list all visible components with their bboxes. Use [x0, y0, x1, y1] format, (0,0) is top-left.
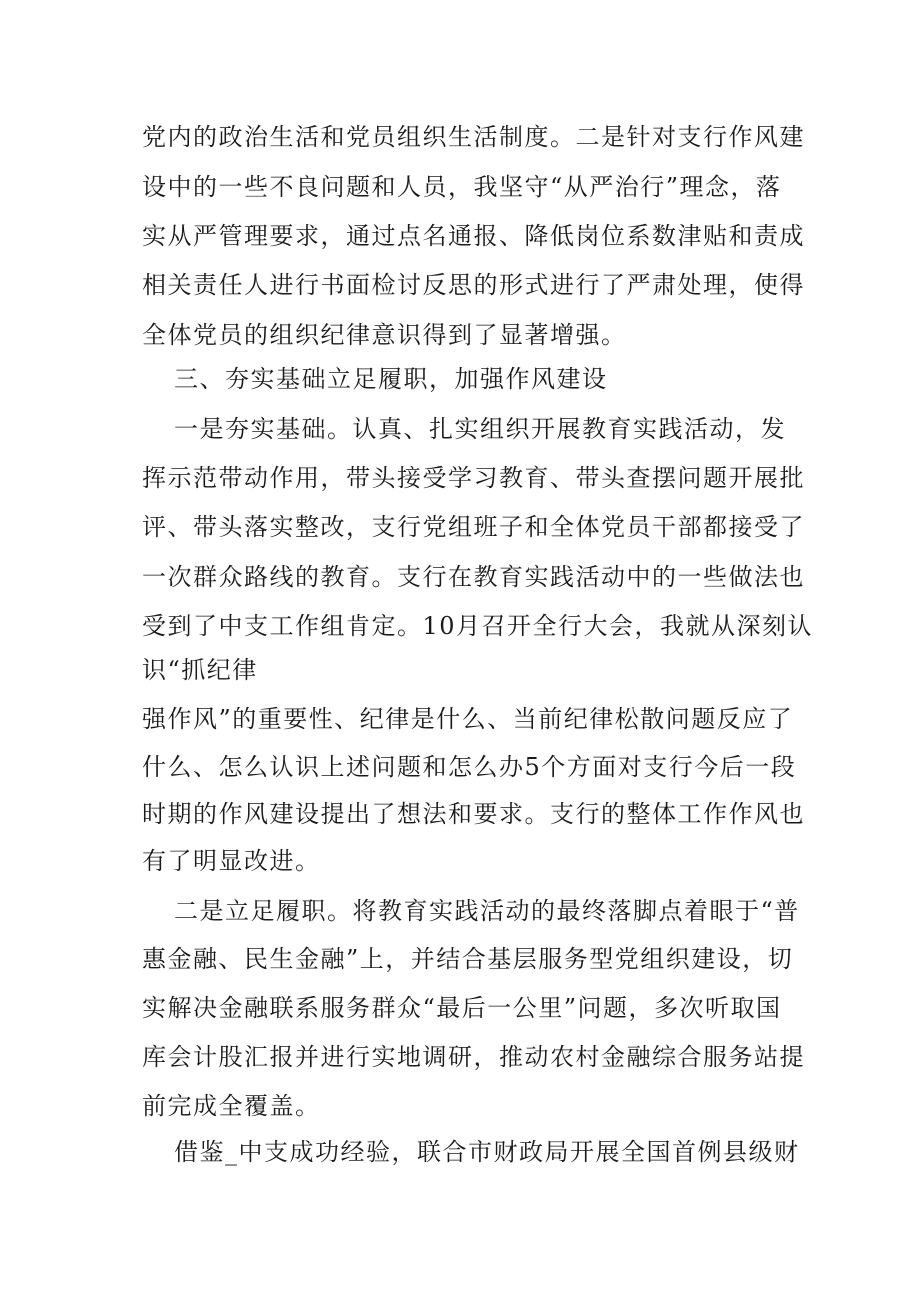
text-line-12: 识“抓纪律	[142, 656, 258, 684]
text-line-2: 设中的一些不良问题和人员，我坚守“从严治行”理念，落	[142, 173, 782, 201]
text-line-5: 全体党员的组织纪律意识得到了显著增强。	[142, 321, 627, 349]
section-heading: 三、夯实基础立足履职，加强作风建设	[174, 365, 608, 393]
text-line-9: 评、带头落实整改，支行党组班子和全体党员干部都接受了	[142, 513, 805, 541]
text-line-20: 库会计股汇报并进行实地调研，推动农村金融综合服务站提	[142, 1043, 805, 1071]
text-line-17: 二是立足履职。将教育实践活动的最终落脚点着眼于“普	[174, 897, 800, 925]
text-line-16: 有了明显改进。	[142, 847, 321, 875]
text-line-22: 借鉴_中支成功经验，联合市财政局开展全国首例县级财	[174, 1138, 800, 1166]
text-line-7: 一是夯实基础。认真、扎实组织开展教育实践活动，发	[174, 415, 786, 443]
text-line-4: 相关责任人进行书面检讨反思的形式进行了严肃处理，使得	[142, 271, 805, 299]
text-line-15: 时期的作风建设提出了想法和要求。支行的整体工作作风也	[142, 800, 805, 828]
text-line-11: 受到了中支工作组肯定。10月召开全行大会，我就从深刻认	[142, 612, 814, 640]
text-line-13: 强作风”的重要性、纪律是什么、当前纪律松散问题反应了	[142, 705, 794, 733]
text-line-3: 实从严管理要求，通过点名通报、降低岗位系数津贴和责成	[142, 222, 805, 250]
text-line-19: 实解决金融联系服务群众“最后一公里”问题，多次听取国	[142, 994, 782, 1022]
text-line-1: 党内的政治生活和党员组织生活制度。二是针对支行作风建	[142, 123, 805, 151]
text-line-14: 什么、怎么认识上述问题和怎么办5个方面对支行今后一段	[142, 753, 797, 781]
text-line-10: 一次群众路线的教育。支行在教育实践活动中的一些做法也	[142, 563, 805, 591]
text-line-18: 惠金融、民生金融”上，并结合基层服务型党组织建设，切	[142, 945, 794, 973]
text-line-8: 挥示范带动作用，带头接受学习教育、带头查摆问题开展批	[142, 464, 805, 492]
text-line-21: 前完成全覆盖。	[142, 1092, 321, 1120]
